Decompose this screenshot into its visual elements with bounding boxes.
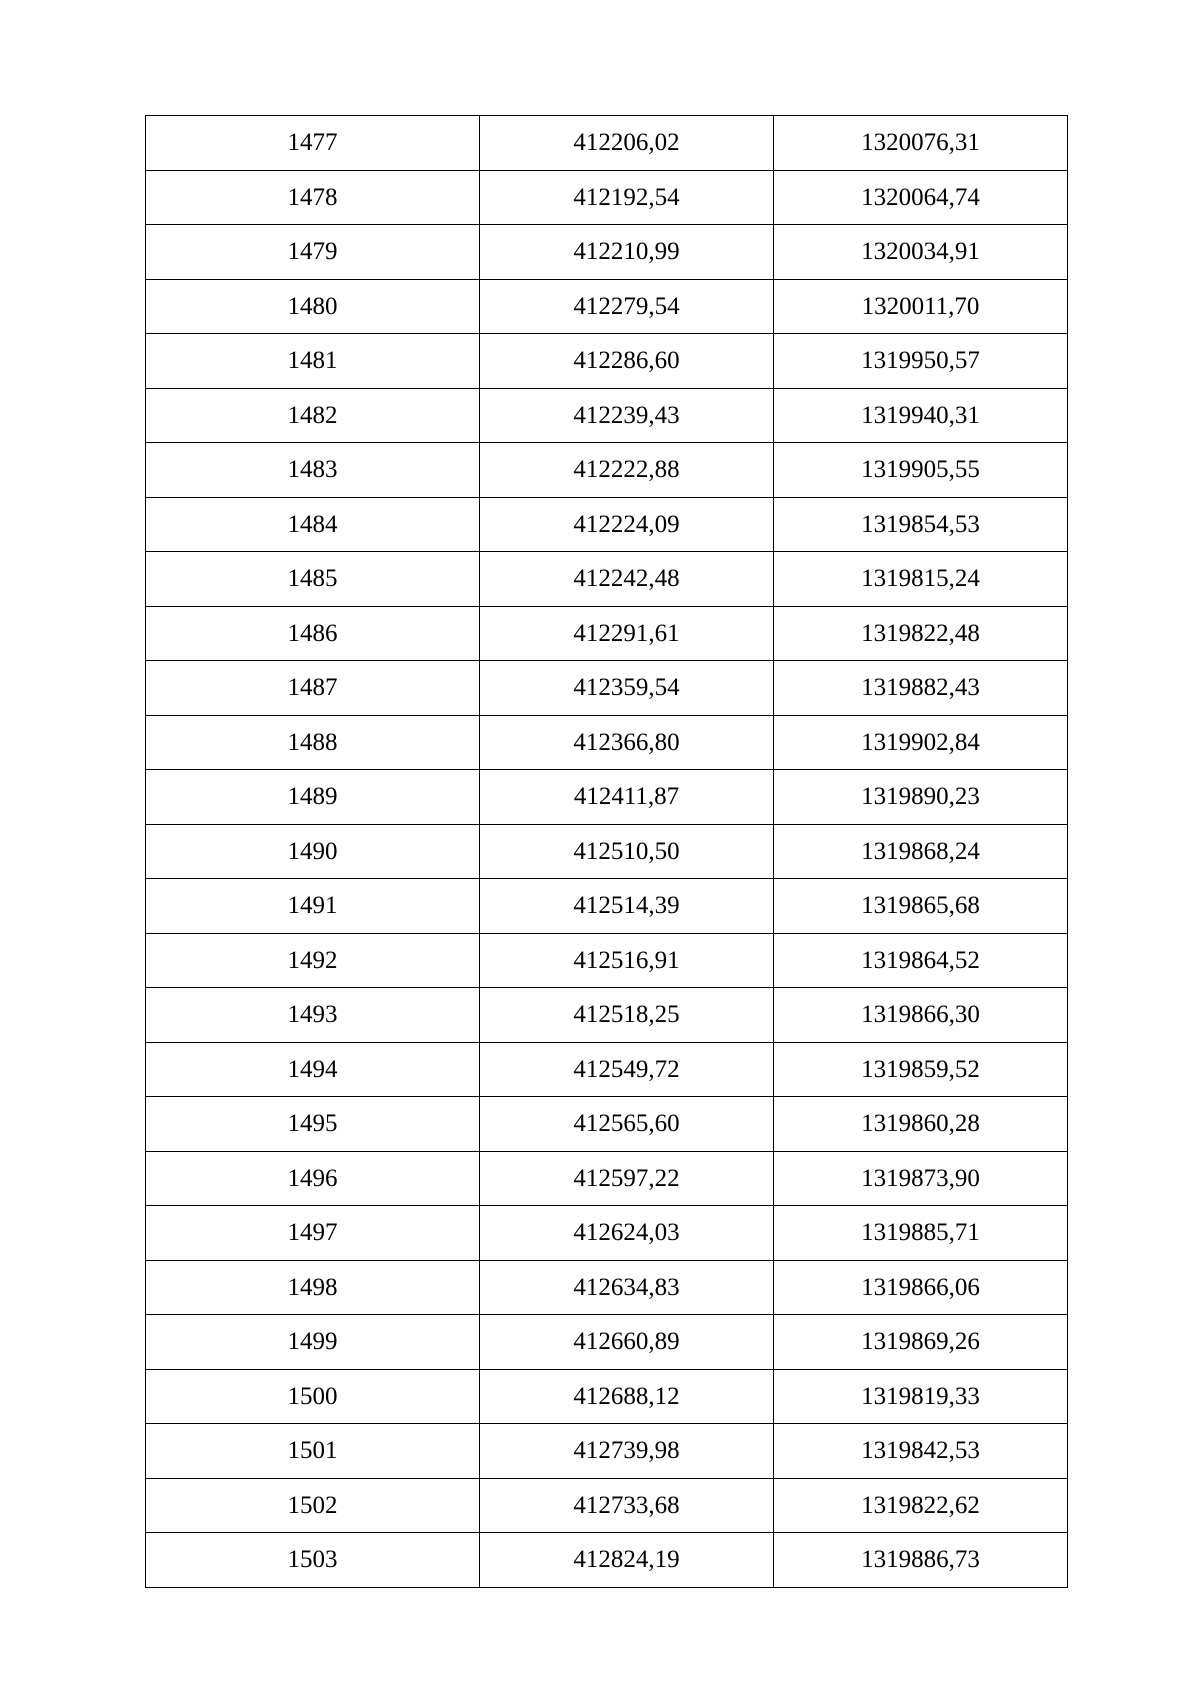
x-coordinate-cell: 412518,25	[480, 988, 774, 1043]
y-coordinate-cell: 1319860,28	[774, 1097, 1068, 1152]
table-row	[146, 1533, 1068, 1588]
y-coordinate-cell: 1320011,70	[774, 279, 1068, 334]
point-number-cell: 1477	[146, 116, 480, 171]
y-coordinate-cell: 1319854,53	[774, 497, 1068, 552]
point-number-cell: 1484	[146, 497, 480, 552]
x-coordinate-cell: 412516,91	[480, 933, 774, 988]
table-row	[146, 1042, 1068, 1097]
point-number-cell: 1493	[146, 988, 480, 1043]
y-coordinate-cell: 1319865,68	[774, 879, 1068, 934]
y-coordinate-cell: 1319822,48	[774, 606, 1068, 661]
table-row	[146, 279, 1068, 334]
point-number-cell: 1501	[146, 1424, 480, 1479]
table-row	[146, 824, 1068, 879]
x-coordinate-cell: 412660,89	[480, 1315, 774, 1370]
x-coordinate-cell: 412514,39	[480, 879, 774, 934]
x-coordinate-cell: 412242,48	[480, 552, 774, 607]
point-number-cell: 1482	[146, 388, 480, 443]
x-coordinate-cell: 412279,54	[480, 279, 774, 334]
x-coordinate-cell: 412824,19	[480, 1533, 774, 1588]
y-coordinate-cell: 1319868,24	[774, 824, 1068, 879]
x-coordinate-cell: 412739,98	[480, 1424, 774, 1479]
coordinates-table	[145, 115, 1068, 1588]
x-coordinate-cell: 412634,83	[480, 1260, 774, 1315]
point-number-cell: 1485	[146, 552, 480, 607]
point-number-cell: 1497	[146, 1206, 480, 1261]
table-row	[146, 334, 1068, 389]
point-number-cell: 1498	[146, 1260, 480, 1315]
table-row	[146, 661, 1068, 716]
x-coordinate-cell: 412192,54	[480, 170, 774, 225]
table-row	[146, 606, 1068, 661]
y-coordinate-cell: 1319886,73	[774, 1533, 1068, 1588]
x-coordinate-cell: 412286,60	[480, 334, 774, 389]
table-row	[146, 1369, 1068, 1424]
point-number-cell: 1491	[146, 879, 480, 934]
y-coordinate-cell: 1319885,71	[774, 1206, 1068, 1261]
x-coordinate-cell: 412239,43	[480, 388, 774, 443]
x-coordinate-cell: 412359,54	[480, 661, 774, 716]
point-number-cell: 1487	[146, 661, 480, 716]
coordinates-table-body	[146, 116, 1068, 1588]
table-row	[146, 497, 1068, 552]
x-coordinate-cell: 412624,03	[480, 1206, 774, 1261]
y-coordinate-cell: 1319873,90	[774, 1151, 1068, 1206]
y-coordinate-cell: 1319822,62	[774, 1478, 1068, 1533]
x-coordinate-cell: 412366,80	[480, 715, 774, 770]
point-number-cell: 1478	[146, 170, 480, 225]
point-number-cell: 1479	[146, 225, 480, 280]
point-number-cell: 1489	[146, 770, 480, 825]
table-row	[146, 933, 1068, 988]
x-coordinate-cell: 412565,60	[480, 1097, 774, 1152]
table-row	[146, 770, 1068, 825]
point-number-cell: 1496	[146, 1151, 480, 1206]
x-coordinate-cell: 412210,99	[480, 225, 774, 280]
table-row	[146, 225, 1068, 280]
y-coordinate-cell: 1320034,91	[774, 225, 1068, 280]
y-coordinate-cell: 1319842,53	[774, 1424, 1068, 1479]
x-coordinate-cell: 412222,88	[480, 443, 774, 498]
table-row	[146, 1151, 1068, 1206]
point-number-cell: 1488	[146, 715, 480, 770]
y-coordinate-cell: 1319869,26	[774, 1315, 1068, 1370]
y-coordinate-cell: 1319940,31	[774, 388, 1068, 443]
table-row	[146, 443, 1068, 498]
point-number-cell: 1500	[146, 1369, 480, 1424]
point-number-cell: 1503	[146, 1533, 480, 1588]
point-number-cell: 1494	[146, 1042, 480, 1097]
y-coordinate-cell: 1319864,52	[774, 933, 1068, 988]
table-row	[146, 1260, 1068, 1315]
x-coordinate-cell: 412206,02	[480, 116, 774, 171]
y-coordinate-cell: 1319882,43	[774, 661, 1068, 716]
table-row	[146, 1097, 1068, 1152]
table-row	[146, 1478, 1068, 1533]
table-row	[146, 1315, 1068, 1370]
x-coordinate-cell: 412733,68	[480, 1478, 774, 1533]
x-coordinate-cell: 412510,50	[480, 824, 774, 879]
x-coordinate-cell: 412224,09	[480, 497, 774, 552]
y-coordinate-cell: 1319866,06	[774, 1260, 1068, 1315]
x-coordinate-cell: 412549,72	[480, 1042, 774, 1097]
point-number-cell: 1499	[146, 1315, 480, 1370]
point-number-cell: 1492	[146, 933, 480, 988]
table-row	[146, 552, 1068, 607]
point-number-cell: 1481	[146, 334, 480, 389]
table-row	[146, 1206, 1068, 1261]
table-row	[146, 170, 1068, 225]
point-number-cell: 1480	[146, 279, 480, 334]
point-number-cell: 1502	[146, 1478, 480, 1533]
table-row	[146, 116, 1068, 171]
y-coordinate-cell: 1320076,31	[774, 116, 1068, 171]
x-coordinate-cell: 412291,61	[480, 606, 774, 661]
point-number-cell: 1486	[146, 606, 480, 661]
y-coordinate-cell: 1319890,23	[774, 770, 1068, 825]
y-coordinate-cell: 1319815,24	[774, 552, 1068, 607]
x-coordinate-cell: 412411,87	[480, 770, 774, 825]
y-coordinate-cell: 1319819,33	[774, 1369, 1068, 1424]
y-coordinate-cell: 1319902,84	[774, 715, 1068, 770]
y-coordinate-cell: 1319950,57	[774, 334, 1068, 389]
table-row	[146, 1424, 1068, 1479]
y-coordinate-cell: 1319905,55	[774, 443, 1068, 498]
table-row	[146, 388, 1068, 443]
table-row	[146, 988, 1068, 1043]
point-number-cell: 1483	[146, 443, 480, 498]
y-coordinate-cell: 1319866,30	[774, 988, 1068, 1043]
table-row	[146, 879, 1068, 934]
y-coordinate-cell: 1320064,74	[774, 170, 1068, 225]
point-number-cell: 1490	[146, 824, 480, 879]
point-number-cell: 1495	[146, 1097, 480, 1152]
x-coordinate-cell: 412597,22	[480, 1151, 774, 1206]
x-coordinate-cell: 412688,12	[480, 1369, 774, 1424]
table-row	[146, 715, 1068, 770]
y-coordinate-cell: 1319859,52	[774, 1042, 1068, 1097]
